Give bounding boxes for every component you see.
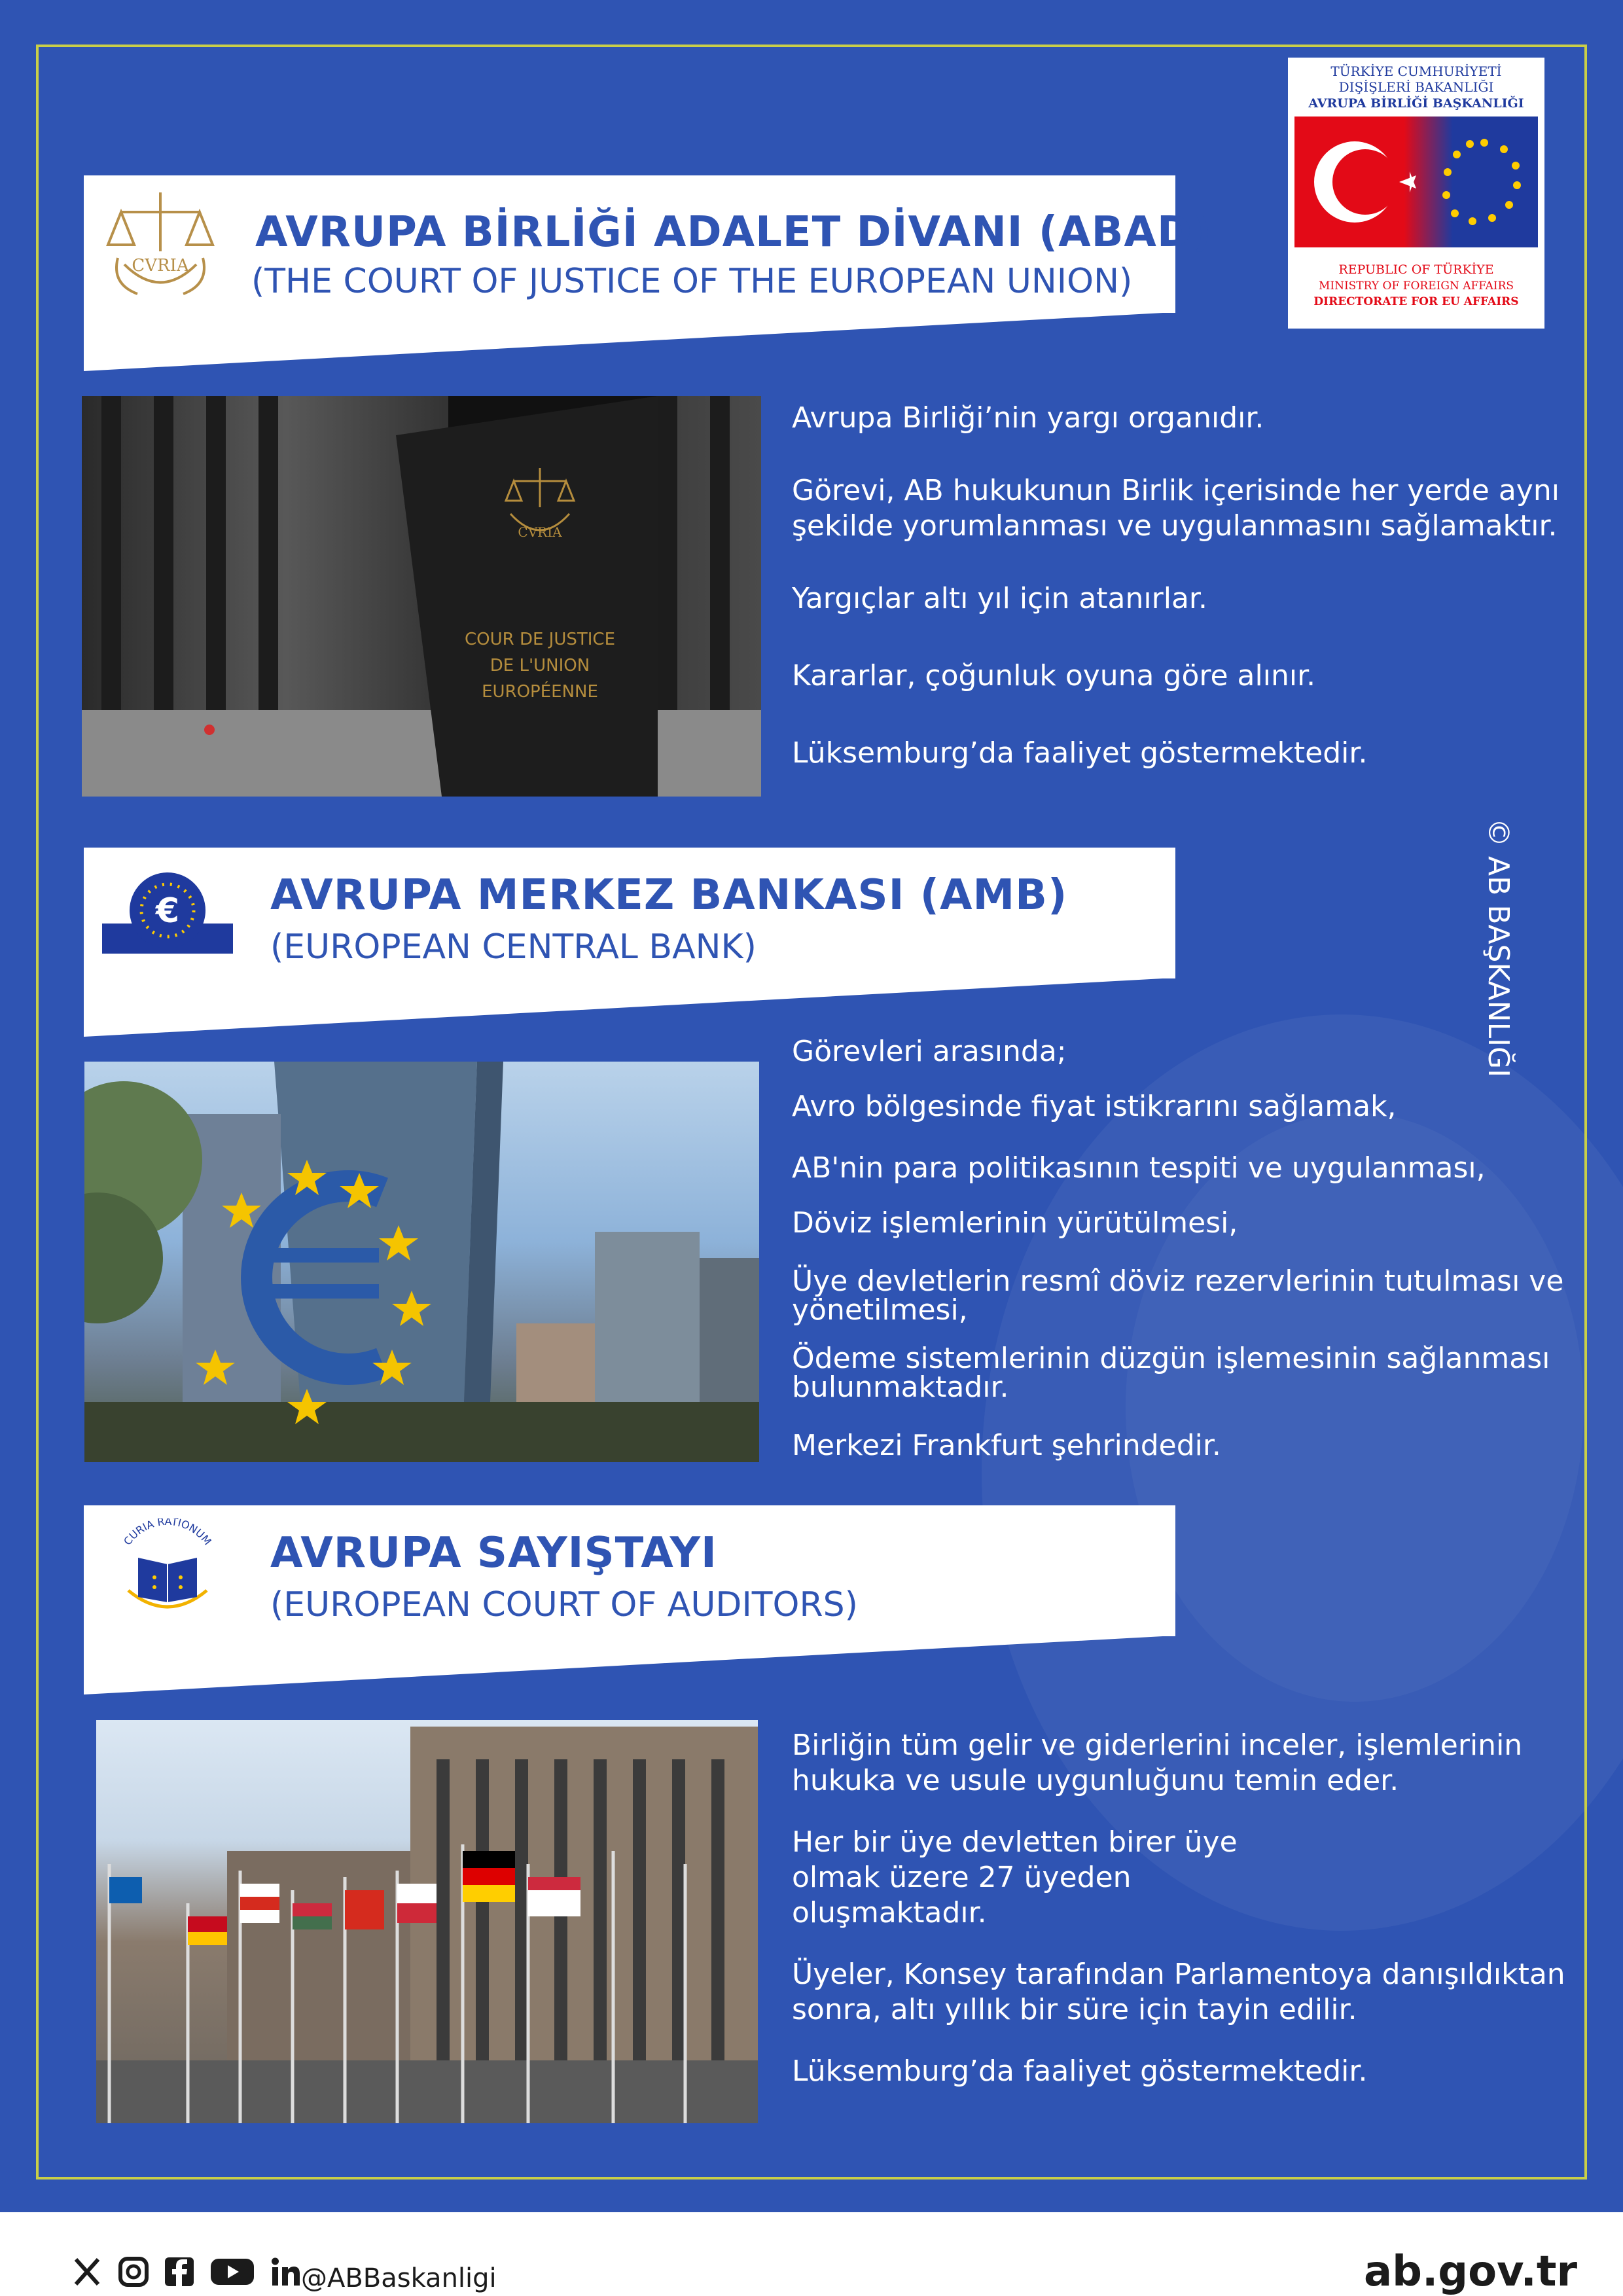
paragraph: Üye devletlerin resmî döviz rezervlerinin tutulması ve yönetilmesi,: [792, 1265, 1564, 1327]
paragraph: Kararlar, çoğunluk oyuna göre alınır.: [792, 659, 1316, 692]
section-subtitle: (EUROPEAN CENTRAL BANK): [270, 927, 757, 967]
paragraph: Her bir üye devletten birer üye olmak üzere 27 üyeden oluşmaktadır.: [792, 1825, 1238, 1929]
section-title: AVRUPA SAYIŞTAYI: [270, 1529, 717, 1577]
section-banner-central-bank: [84, 848, 1175, 978]
section-subtitle: (EUROPEAN COURT OF AUDITORS): [270, 1585, 858, 1624]
paragraph: Üyeler, Konsey tarafından Parlamentoya danışıldıktan sonra, altı yıllık bir süre için tayin edilir.: [792, 1958, 1565, 2026]
facebook-icon[interactable]: [163, 2255, 196, 2288]
section-title: AVRUPA BİRLİĞİ ADALET DİVANI (ABAD): [255, 208, 1213, 257]
paragraph: Ödeme sistemlerinin düzgün işlemesinin sağlanması bulunmaktadır.: [792, 1342, 1550, 1404]
curia-rationum-logo-icon: [102, 1518, 233, 1623]
central-bank-text: [792, 1034, 1577, 1463]
paragraph: Avrupa Birliği’nin yargı organıdır.: [792, 401, 1264, 435]
paragraph: Döviz işlemlerinin yürütülmesi,: [792, 1206, 1238, 1240]
linkedin-icon[interactable]: [269, 2255, 302, 2288]
logo-en-line1: REPUBLIC OF TÜRKİYE: [1338, 262, 1494, 277]
paragraph: Merkezi Frankfurt şehrindedir.: [792, 1429, 1221, 1462]
banner-fold: [84, 1636, 1175, 1695]
paragraph: Lüksemburg’da faaliyet göstermektedir.: [792, 736, 1368, 770]
section-title: AVRUPA MERKEZ BANKASI (AMB): [270, 871, 1068, 920]
copyright-credit: © AB BAŞKANLIĞI: [1482, 818, 1515, 1078]
court-of-justice-photo: [82, 396, 761, 797]
section-banner-court-of-auditors: [84, 1505, 1175, 1636]
paragraph: Lüksemburg’da faaliyet göstermektedir.: [792, 2054, 1368, 2088]
social-icons: [71, 2255, 307, 2288]
central-bank-photo: [84, 1062, 759, 1462]
logo-en-line2: MINISTRY OF FOREIGN AFFAIRS: [1318, 279, 1514, 293]
court-of-justice-text: [792, 401, 1577, 771]
paragraph: Yargıçlar altı yıl için atanırlar.: [792, 582, 1207, 615]
paragraph: Avro bölgesinde fiyat istikrarını sağlamak,: [792, 1090, 1397, 1123]
cvria-logo-text: CVRIA: [132, 256, 189, 276]
cvria-logo-icon: [98, 179, 223, 308]
sign-line-3: EUROPÉENNE: [482, 682, 598, 702]
social-handle[interactable]: @ABBaskanligi: [301, 2263, 497, 2293]
paragraph: Görevleri arasında;: [792, 1035, 1067, 1068]
section-subtitle: (THE COURT OF JUSTICE OF THE EUROPEAN UNION): [251, 262, 1133, 301]
sign-logo-text: CVRIA: [518, 524, 562, 540]
svg-text:CURIA RATIONUM: [121, 1518, 214, 1547]
website-link[interactable]: ab.gov.tr: [1363, 2248, 1577, 2296]
logo-tr-line1: TÜRKİYE CUMHURİYETİ: [1330, 63, 1502, 79]
instagram-icon[interactable]: [117, 2255, 150, 2288]
court-of-auditors-text: [792, 1728, 1577, 2089]
sign-line-1: COUR DE JUSTICE: [464, 630, 616, 649]
sign-line-2: DE L'UNION: [490, 656, 590, 675]
paragraph: AB'nin para politikasının tespiti ve uygulanması,: [792, 1151, 1486, 1185]
banner-fold: [84, 978, 1175, 1037]
ecb-euro-logo-icon: [102, 872, 233, 954]
x-icon[interactable]: [71, 2255, 103, 2288]
logo-tr-line3: AVRUPA BİRLİĞİ BAŞKANLIĞI: [1308, 96, 1524, 111]
paragraph: Birliğin tüm gelir ve giderlerini inceler, işlemlerinin hukuka ve usule uygunluğunu temin eder.: [792, 1729, 1523, 1797]
youtube-icon[interactable]: [209, 2255, 255, 2288]
paragraph: Görevi, AB hukukunun Birlik içerisinde her yerde aynı şekilde yorumlanması ve uygulanmasını sağlamaktır.: [792, 474, 1560, 543]
curia-rationum-text: CURIA RATIONUM: [121, 1518, 214, 1548]
euro-symbol: €: [155, 891, 180, 931]
section-banner-court-of-justice: [84, 175, 1213, 313]
logo-en-line3: DIRECTORATE FOR EU AFFAIRS: [1313, 295, 1519, 308]
banner-fold: [84, 312, 1175, 371]
logo-tr-line2: DIŞİŞLERİ BAKANLIĞI: [1338, 79, 1494, 95]
court-of-auditors-photo: [96, 1720, 758, 2123]
ministry-logo: [1288, 58, 1544, 329]
